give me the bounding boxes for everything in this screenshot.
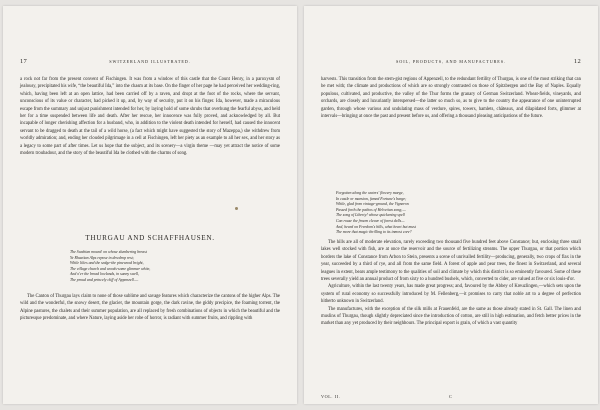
paragraph: Agriculture, within the last twenty years, has made great progress; and, favoured by the Abbey of Kreuzlingen,—which sets upon the system of rural economy so successfully introduced by M. Fellenberg,—it promises to carry that noble art to a degree of perfection hitherto unknown in Switzerland. xyxy=(321,284,581,305)
poem-line: And o'er the broad lowlands, in sunny swell, xyxy=(70,272,140,277)
paragraph: The manufactures, with the exception of the silk mills at Frauenfeld, are the same as those already stated in St. Gall. The linen and muslins of Thurgau, though slightly depreciated since the introduction of cotton, are still in high estimation, and fetch better prices in the market than any yet produced by their neighbours. The principal export is grain, of which a vast quantity xyxy=(321,306,581,327)
running-head xyxy=(321,58,581,66)
right-page xyxy=(304,6,598,404)
running-head-title: SWITZERLAND ILLUSTRATED. xyxy=(109,59,191,64)
poem-line: Ye Rhaetian Alps repose in dewdrop rest; xyxy=(70,255,134,260)
poem-line: The song of Liberty! whose quickening spell xyxy=(336,213,405,218)
left-page xyxy=(3,6,297,404)
paragraph: harvests. This transition from the stern-gist regions of Appenzell, to the redundant fertility of Thurgau, is one of the most striking that can be met with; the climate and productions of which are so strongly contrasted on those of Spitzbergen and the Bay of Naples. Equally populous, cultivated, and productive, the valley of the Thur forms the granary of German Switzerland. Wheat-fields, vineyards, and orchards, are closely and luxuriantly interspersed—the latter so much so, as to give to the country the appearance of one uninterrupted garden, through whose various and undulating mass of verdure, spires, towers, hamlets, châteaux, and dilapidated forts, glimmer at intervals—bringing at once the past and present before us, and offering a thousand pleasing anticipations of the future. xyxy=(321,77,581,120)
running-head-title: SOIL, PRODUCTS, AND MANUFACTURES. xyxy=(396,59,506,64)
poem-line: While, glad from vintage-ground, the Vigneron xyxy=(336,202,409,207)
poem-line: The proud and princely cliff of Appenzell.— xyxy=(70,277,139,282)
poem-line: The more that magic thrilling to its inmost core? xyxy=(336,230,412,235)
paragraph: The Canton of Thurgau lays claim to none of those sublime and savage features which characterize the cantons of the higher Alps. The wild and the wonderful, the snowy desert, the glacier, the mountain gorge, the dark ravine, the giddy precipice, the foaming torrent, the Alpine pastures, the chalets and their summer population, are all replaced by fresh combinations of objects in which the beautiful and the picturesque predominate, and where Nature, laying aside her robe of horror, is radiant with summer fruits, and rippling with xyxy=(20,294,280,322)
body-text-bottom xyxy=(20,293,280,323)
poem-line: The village church and woods-some glimmer white, xyxy=(70,266,151,271)
page-footer xyxy=(321,394,581,402)
signature-label: VOL. II. xyxy=(321,394,341,399)
body-text-bottom xyxy=(321,239,581,328)
poem-epigraph xyxy=(70,250,150,284)
body-text-top xyxy=(20,76,280,157)
ornament-icon xyxy=(235,207,238,210)
poem-line: Forgotten along the waters' flowery marge, xyxy=(336,191,404,195)
poem-line: Can rouse the frozen cleave of forest dells— xyxy=(336,218,405,223)
page-number: 17 xyxy=(20,58,28,65)
poem-line: The Swabian mount! on whose slumbering breast xyxy=(70,250,147,254)
poem-verse xyxy=(336,191,416,236)
paragraph: The hills are all of moderate elevation, rarely exceeding two thousand five hundred feet above Constance; but, enclosing three small lakes well stocked with fish, are at once the reservoir and the source of fertilizing streams. The upper Thurgau, or that portion which borders the lake of Constance from Arbon to Stein, presents a scene of unrivalled fertility—producing, generally, two crops of flax in the year, succeeded by a third of rye, and all from the same field. A forest of apple and pear trees, the finest in Switzerland, and several leagues in extent, bears ample testimony to the qualities of soil and climate by which this district is so eminently favoured. Some of these trees severally yield an annual product of from sixty to a hundred bushels, which, converted to cider, are valued at five or six louis-d'or. xyxy=(321,240,581,283)
signature-mark: C xyxy=(449,394,453,399)
paragraph: a rock not far from the present convent of Fischingen. It was from a window of this castle that the Count Henry, in a paroxysm of jealousy, precipitated his wife, “the beautiful Ida,” into the chasm at its base. On the finger of her page he had perceived her wedding-ring, which, having been left at an open lattice, had been carried off by a raven, and dropt at the foot of the rocks, where the servant, unconscious of its value or character, had picked it up, and, by way of security, put it on his finger. Ida, however, made a miraculous escape from the summary and unjust punishment intended for her, by laying hold of some shrubs that overhung the fearful abyss, and held her for a time suspended between life and death. After her rescue, her innocence was fully proved, and acknowledged by all. But incapable of longer cherishing affection for a husband, who, in addition to the violent death intended for herself, had caused the innocent servant to be dragged to death at the tail of a wild horse, (a fact which might have suggested the story of Mazeppa,) she withdrew from worldly admiration; and, ending her clouded pilgrimage in a cell at Fischingen, left her piety as an example to all her sex, and her story as a legacy to some part of after times. Let us hope that the subject, and its scenery—a virgin theme —may yet attract the notice of some modern troubadour, and the story of the beautiful Ida be clothed with the charms of song. xyxy=(20,77,280,157)
section-title: THURGAU AND SCHAFFHAUSEN. xyxy=(85,234,215,242)
poem-line: While lilies and the sedge-the pinewood bright, xyxy=(70,261,144,266)
running-head xyxy=(20,58,280,66)
poem-line: Passed forth the pathos of Helvetian song;— xyxy=(336,207,406,212)
poem-line: In castle or mansion, famed Fortune's barge; xyxy=(336,196,407,201)
body-text-top xyxy=(321,76,581,120)
poem-line: And, heard on Freedom's hills, what heart but must xyxy=(336,224,416,229)
page-number: 12 xyxy=(573,58,581,65)
